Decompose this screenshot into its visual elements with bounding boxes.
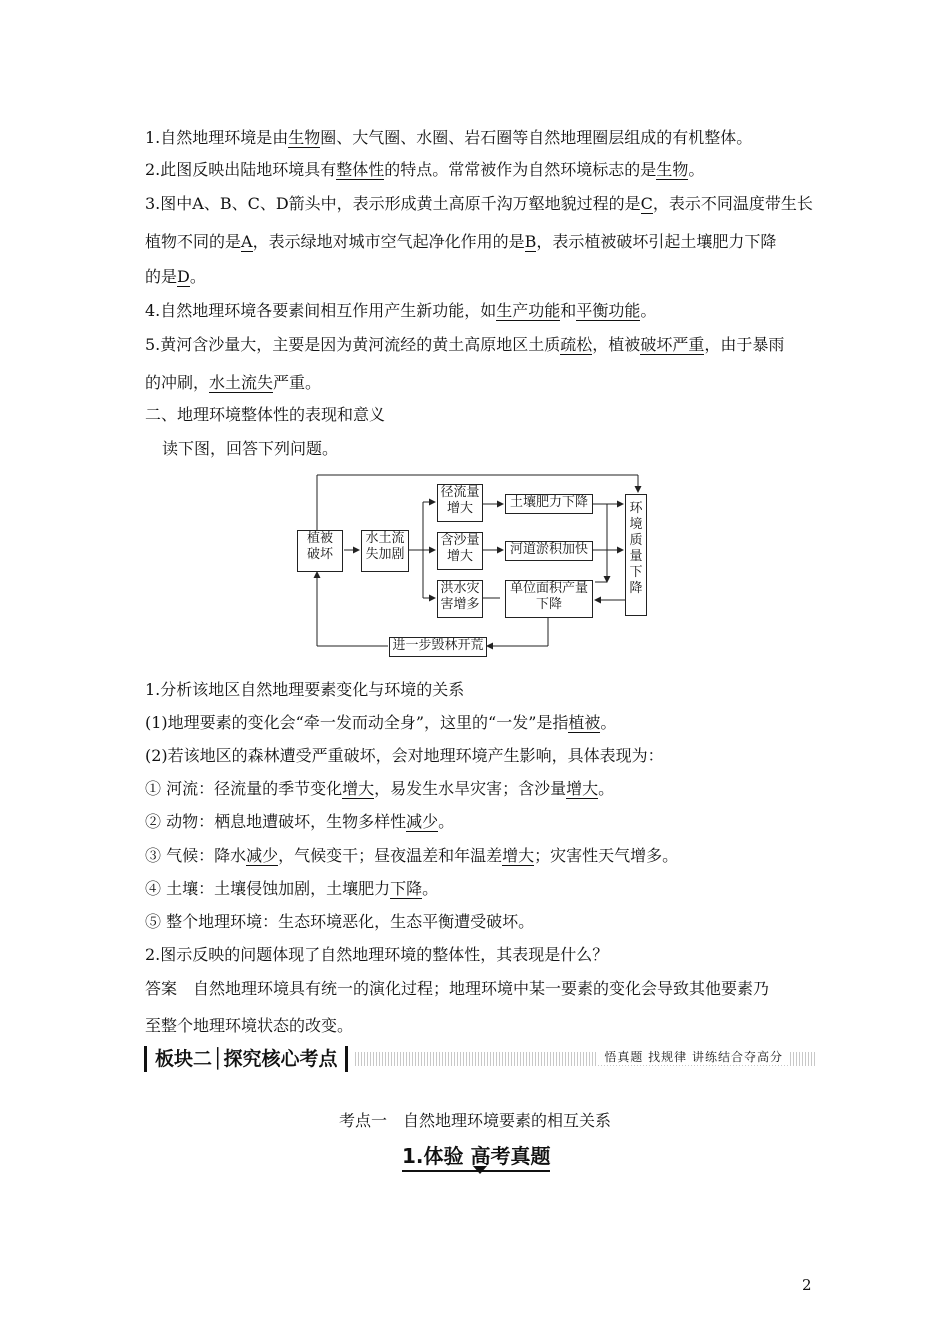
analysis-p2: (2)若该地区的森林遭受严重破坏，会对地理环境产生影响，具体表现为： bbox=[145, 746, 664, 765]
node-danwei-chanliang: 单位面积产量 下降 bbox=[505, 580, 593, 618]
banner-title: 板块二│探究核心考点 bbox=[144, 1046, 348, 1072]
q1-line3: 3.图中A、B、C、D箭头中，表示形成黄土高原千沟万壑地貌过程的是C，表示不同温度带生长 bbox=[145, 194, 813, 213]
node-zhibei-pohuai: 植被 破坏 bbox=[297, 530, 343, 572]
q1-line2: 2.此图反映出陆地环境具有整体性的特点。常常被作为自然环境标志的是生物。 bbox=[145, 160, 705, 179]
node-huanjing-zhiliang: 环 境 质 量 下 降 bbox=[625, 494, 647, 616]
section-banner bbox=[140, 1046, 815, 1076]
answer-line1: 答案 自然地理环境具有统一的演化过程；地理环境中某一要素的变化会导致其他要素乃 bbox=[145, 979, 770, 998]
analysis-item1: ① 河流：径流量的季节变化增大，易发生水旱灾害；含沙量增大。 bbox=[145, 779, 615, 798]
triangle-down-icon bbox=[473, 1166, 487, 1174]
kaodian-title: 考点一 自然地理环境要素的相互关系 bbox=[338, 1111, 611, 1130]
flow-diagram bbox=[295, 470, 665, 660]
q1-line4: 植物不同的是A，表示绿地对城市空气起净化作用的是B，表示植被破坏引起土壤肥力下降 bbox=[145, 232, 777, 251]
answer-line2: 至整个地理环境状态的改变。 bbox=[145, 1016, 354, 1035]
q1-line6: 4.自然地理环境各要素间相互作用产生新功能，如生产功能和平衡功能。 bbox=[145, 301, 657, 320]
node-shuitu-liushi: 水土流 失加剧 bbox=[361, 530, 409, 572]
banner-slogan: 悟真题 找规律 讲练结合夺高分 bbox=[598, 1048, 789, 1065]
analysis-p1: (1)地理要素的变化会“牵一发而动全身”，这里的“一发”是指植被。 bbox=[145, 713, 617, 732]
q1-line1: 1.自然地理环境是由生物圈、大气圈、水圈、岩石圈等自然地理圈层组成的有机整体。 bbox=[145, 128, 753, 147]
node-hongshui: 洪水灾 害增多 bbox=[437, 580, 483, 618]
q1-line8: 的冲刷，水土流失严重。 bbox=[145, 373, 322, 392]
q1-line7: 5.黄河含沙量大，主要是因为黄河流经的黄土高原地区土质疏松，植被破坏严重，由于暴雨 bbox=[145, 335, 785, 354]
node-jingliuliang: 径流量 增大 bbox=[437, 484, 483, 522]
analysis-item2: ② 动物：栖息地遭破坏，生物多样性减少。 bbox=[145, 812, 455, 831]
page-number: 2 bbox=[802, 1276, 812, 1294]
analysis-item5: ⑤ 整个地理环境：生态环境恶化，生态平衡遭受破坏。 bbox=[145, 912, 535, 931]
node-hanshaliang: 含沙量 增大 bbox=[437, 532, 483, 570]
node-turang-feili: 土壤肥力下降 bbox=[505, 494, 593, 514]
section2-title: 二、地理环境整体性的表现和意义 bbox=[145, 405, 386, 424]
node-jinyibu: 进一步毁林开荒 bbox=[389, 637, 487, 657]
analysis-item4: ④ 土壤：土壤侵蚀加剧，土壤肥力下降。 bbox=[145, 879, 439, 898]
experience-heading: 1.体验 高考真题 bbox=[402, 1140, 550, 1172]
section2-intro: 读下图，回答下列问题。 bbox=[162, 439, 339, 458]
node-hedao-yuji: 河道淤积加快 bbox=[505, 541, 593, 561]
analysis-heading1: 1.分析该地区自然地理要素变化与环境的关系 bbox=[145, 680, 465, 699]
analysis-heading2: 2.图示反映的问题体现了自然地理环境的整体性，其表现是什么？ bbox=[145, 945, 609, 964]
q1-line5: 的是D。 bbox=[145, 267, 206, 286]
analysis-item3: ③ 气候：降水减少，气候变干；昼夜温差和年温差增大；灾害性天气增多。 bbox=[145, 846, 679, 865]
